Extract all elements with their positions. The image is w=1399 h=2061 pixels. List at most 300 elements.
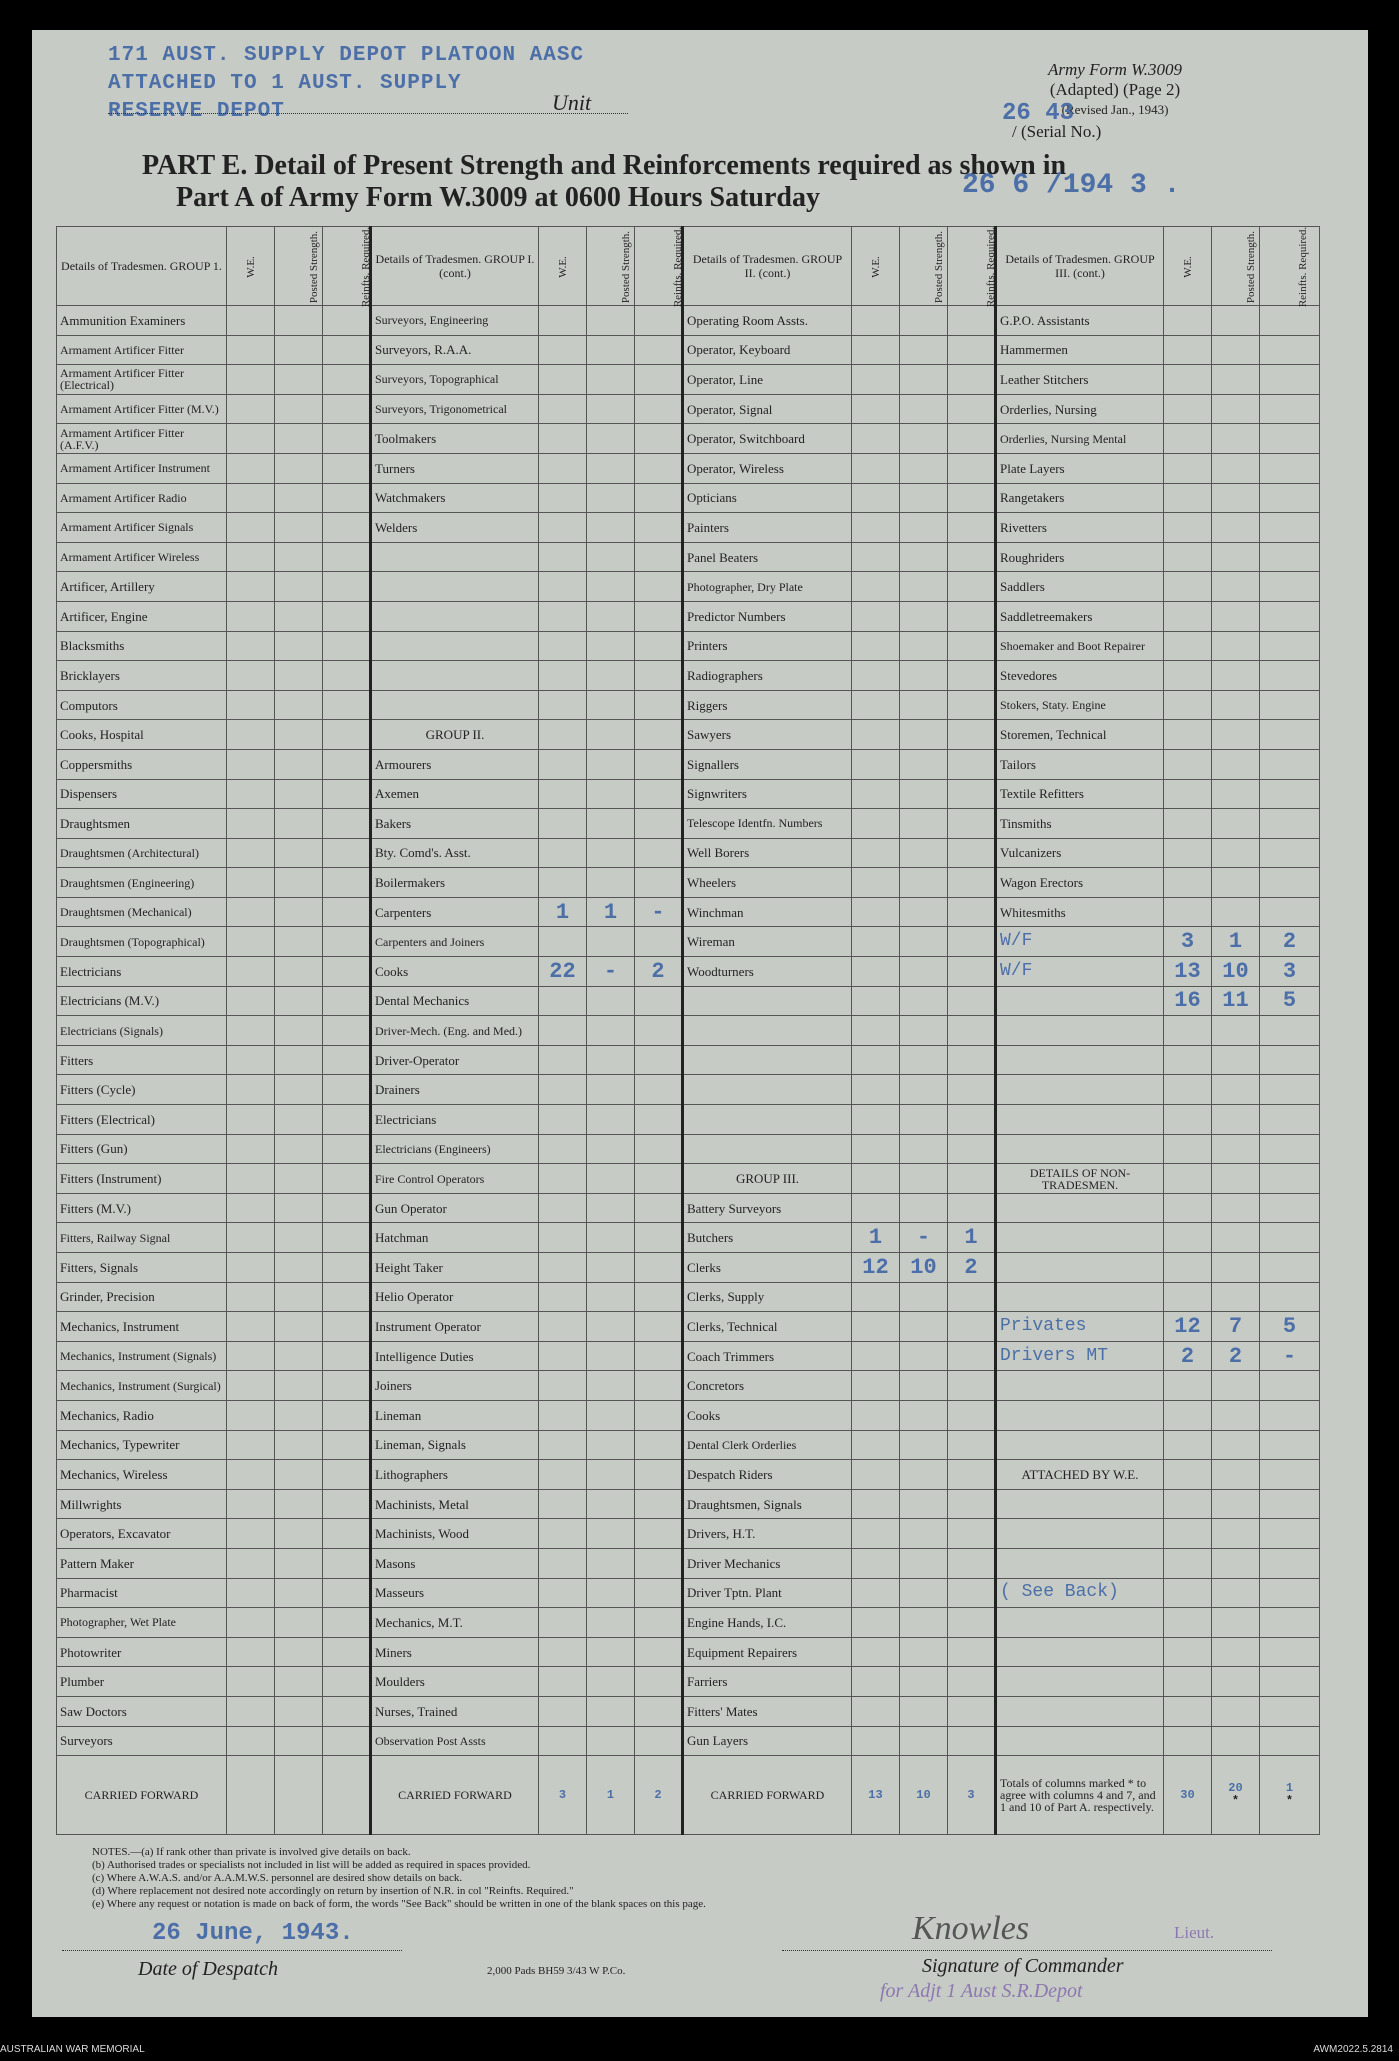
we-cell bbox=[227, 572, 275, 602]
table-row bbox=[57, 335, 1320, 365]
cf-g3-posted: 20 * bbox=[1212, 1756, 1260, 1835]
reinfts-cell bbox=[1260, 1075, 1320, 1105]
unit-line-3: RESERVE DEPOT bbox=[108, 100, 285, 123]
posted-cell bbox=[275, 513, 323, 543]
posted-cell bbox=[1212, 779, 1260, 809]
posted-cell bbox=[275, 1667, 323, 1697]
trade-name: Photographer, Wet Plate bbox=[57, 1608, 227, 1638]
reinfts-cell bbox=[1260, 542, 1320, 572]
we-cell: 3 bbox=[1164, 927, 1212, 957]
posted-cell bbox=[900, 1489, 948, 1519]
trade-name: Artificer, Artillery bbox=[57, 572, 227, 602]
header-reinfts: Reinfts. Required. bbox=[635, 227, 683, 306]
reinfts-cell bbox=[1260, 1637, 1320, 1667]
we-cell bbox=[227, 394, 275, 424]
we-cell bbox=[227, 749, 275, 779]
trade-name: Electricians bbox=[371, 1105, 539, 1135]
reinfts-cell: - bbox=[635, 897, 683, 927]
reinfts-cell bbox=[948, 483, 996, 513]
trade-name: Fitters, Signals bbox=[57, 1253, 227, 1283]
posted-cell bbox=[900, 1045, 948, 1075]
reinfts-cell bbox=[323, 1696, 371, 1726]
posted-cell bbox=[275, 661, 323, 691]
we-cell: 2 bbox=[1164, 1341, 1212, 1371]
reinfts-cell bbox=[948, 306, 996, 336]
posted-cell bbox=[587, 1460, 635, 1490]
reinfts-cell bbox=[635, 1460, 683, 1490]
we-cell bbox=[539, 1489, 587, 1519]
trade-name: Instrument Operator bbox=[371, 1312, 539, 1342]
reinfts-cell bbox=[635, 690, 683, 720]
posted-cell bbox=[275, 1164, 323, 1194]
posted-cell bbox=[275, 1282, 323, 1312]
we-cell bbox=[227, 690, 275, 720]
we-cell bbox=[227, 1282, 275, 1312]
we-cell bbox=[1164, 542, 1212, 572]
reinfts-cell bbox=[948, 661, 996, 691]
we-cell bbox=[1164, 809, 1212, 839]
reinfts-cell bbox=[1260, 1193, 1320, 1223]
reinfts-cell bbox=[1260, 394, 1320, 424]
posted-cell bbox=[275, 897, 323, 927]
reinfts-cell bbox=[635, 1608, 683, 1638]
reinfts-cell bbox=[635, 1223, 683, 1253]
trade-name: Driver Tptn. Plant bbox=[683, 1578, 852, 1608]
trade-name: Drainers bbox=[371, 1075, 539, 1105]
reinfts-cell bbox=[948, 779, 996, 809]
trade-name: Carpenters and Joiners bbox=[371, 927, 539, 957]
trade-name: Masons bbox=[371, 1548, 539, 1578]
reinfts-cell bbox=[948, 1312, 996, 1342]
posted-cell bbox=[900, 601, 948, 631]
we-cell bbox=[852, 1134, 900, 1164]
trade-name: Gun Operator bbox=[371, 1193, 539, 1223]
we-cell bbox=[1164, 1016, 1212, 1046]
trade-name: Radiographers bbox=[683, 661, 852, 691]
posted-cell bbox=[275, 1430, 323, 1460]
reinfts-cell bbox=[1260, 631, 1320, 661]
we-cell bbox=[227, 1430, 275, 1460]
we-cell bbox=[852, 365, 900, 395]
title-line-2: Part A of Army Form W.3009 at 0600 Hours Saturday bbox=[176, 182, 820, 213]
posted-cell bbox=[275, 572, 323, 602]
we-cell: 22 bbox=[539, 957, 587, 987]
reinfts-cell bbox=[323, 868, 371, 898]
trade-name: Computors bbox=[57, 690, 227, 720]
reinfts-cell bbox=[948, 394, 996, 424]
we-cell bbox=[539, 1371, 587, 1401]
posted-cell bbox=[1212, 1696, 1260, 1726]
posted-cell bbox=[1212, 868, 1260, 898]
we-cell bbox=[539, 1667, 587, 1697]
reinfts-cell: - bbox=[1260, 1341, 1320, 1371]
posted-cell bbox=[1212, 1253, 1260, 1283]
reinfts-cell bbox=[323, 1667, 371, 1697]
cf-cell bbox=[275, 1756, 323, 1835]
table-row bbox=[57, 838, 1320, 868]
trade-name: Painters bbox=[683, 513, 852, 543]
we-cell bbox=[1164, 1223, 1212, 1253]
trade-name: Woodturners bbox=[683, 957, 852, 987]
table-row bbox=[57, 513, 1320, 543]
reinfts-cell bbox=[1260, 1489, 1320, 1519]
reinfts-cell bbox=[1260, 1253, 1320, 1283]
posted-cell bbox=[275, 1045, 323, 1075]
trade-name: Surveyors bbox=[57, 1726, 227, 1756]
trade-name: Operator, Keyboard bbox=[683, 335, 852, 365]
reinfts-cell bbox=[1260, 572, 1320, 602]
reinfts-cell bbox=[635, 631, 683, 661]
we-cell bbox=[227, 1608, 275, 1638]
posted-cell bbox=[587, 1341, 635, 1371]
cf-g1-reinfts: 2 bbox=[635, 1756, 683, 1835]
we-cell bbox=[539, 1075, 587, 1105]
trade-name bbox=[683, 1134, 852, 1164]
trade-name bbox=[371, 690, 539, 720]
posted-cell bbox=[275, 453, 323, 483]
table-row bbox=[57, 1489, 1320, 1519]
table-row bbox=[57, 1045, 1320, 1075]
posted-cell bbox=[275, 394, 323, 424]
we-cell bbox=[539, 1608, 587, 1638]
carried-forward-label: CARRIED FORWARD bbox=[57, 1756, 227, 1835]
posted-cell bbox=[275, 720, 323, 750]
posted-cell bbox=[1212, 1282, 1260, 1312]
posted-cell bbox=[275, 424, 323, 454]
posted-cell bbox=[587, 838, 635, 868]
trade-name: Coach Trimmers bbox=[683, 1341, 852, 1371]
trade-name bbox=[996, 1371, 1164, 1401]
posted-cell bbox=[275, 306, 323, 336]
trade-name: Mechanics, Typewriter bbox=[57, 1430, 227, 1460]
trade-name: Fitters bbox=[57, 1045, 227, 1075]
trade-name: Cooks, Hospital bbox=[57, 720, 227, 750]
caption-left: AUSTRALIAN WAR MEMORIAL bbox=[0, 2044, 145, 2055]
posted-cell bbox=[275, 838, 323, 868]
trade-name: Fitters (M.V.) bbox=[57, 1193, 227, 1223]
form-name: Army Form W.3009 bbox=[1048, 60, 1182, 79]
trade-name: Cooks bbox=[371, 957, 539, 987]
we-cell bbox=[852, 394, 900, 424]
trade-name bbox=[996, 1134, 1164, 1164]
we-cell bbox=[539, 1016, 587, 1046]
reinfts-cell bbox=[948, 1489, 996, 1519]
trade-name: Opticians bbox=[683, 483, 852, 513]
trade-name: Machinists, Wood bbox=[371, 1519, 539, 1549]
posted-cell bbox=[900, 1548, 948, 1578]
table-row bbox=[57, 394, 1320, 424]
header-group1-cont: Details of Tradesmen. GROUP I. (cont.) bbox=[371, 227, 539, 306]
we-cell bbox=[1164, 335, 1212, 365]
posted-cell bbox=[275, 1253, 323, 1283]
posted-cell bbox=[900, 631, 948, 661]
we-cell bbox=[852, 1489, 900, 1519]
we-cell bbox=[852, 1016, 900, 1046]
trade-name: Ammunition Examiners bbox=[57, 306, 227, 336]
we-cell bbox=[852, 1282, 900, 1312]
posted-cell: 10 bbox=[900, 1253, 948, 1283]
we-cell bbox=[227, 1253, 275, 1283]
we-cell bbox=[227, 720, 275, 750]
we-cell bbox=[852, 1519, 900, 1549]
reinfts-cell: 5 bbox=[1260, 1312, 1320, 1342]
posted-cell bbox=[1212, 1578, 1260, 1608]
we-cell bbox=[852, 749, 900, 779]
we-cell bbox=[852, 1371, 900, 1401]
we-cell bbox=[227, 838, 275, 868]
trade-name bbox=[996, 1489, 1164, 1519]
posted-cell bbox=[587, 809, 635, 839]
trade-name: Butchers bbox=[683, 1223, 852, 1253]
cf-g2-reinfts: 3 bbox=[948, 1756, 996, 1835]
we-cell bbox=[227, 453, 275, 483]
posted-cell bbox=[1212, 1637, 1260, 1667]
posted-cell bbox=[1212, 513, 1260, 543]
reinfts-cell bbox=[1260, 1696, 1320, 1726]
we-cell bbox=[227, 542, 275, 572]
reinfts-cell bbox=[948, 1075, 996, 1105]
trade-name: Draughtsmen bbox=[57, 809, 227, 839]
trade-name: Moulders bbox=[371, 1667, 539, 1697]
trade-name: Vulcanizers bbox=[996, 838, 1164, 868]
we-cell bbox=[852, 1164, 900, 1194]
reinfts-cell bbox=[1260, 809, 1320, 839]
table-row bbox=[57, 1519, 1320, 1549]
trade-name: Fitters (Gun) bbox=[57, 1134, 227, 1164]
trade-name bbox=[996, 1667, 1164, 1697]
posted-cell bbox=[900, 1075, 948, 1105]
we-cell bbox=[1164, 424, 1212, 454]
trade-name: Machinists, Metal bbox=[371, 1489, 539, 1519]
reinfts-cell bbox=[323, 957, 371, 987]
posted-cell bbox=[587, 749, 635, 779]
we-cell bbox=[1164, 779, 1212, 809]
reinfts-cell bbox=[635, 335, 683, 365]
trade-name: Gun Layers bbox=[683, 1726, 852, 1756]
we-cell bbox=[227, 1667, 275, 1697]
posted-cell bbox=[275, 1371, 323, 1401]
reinfts-cell bbox=[323, 1016, 371, 1046]
table-row bbox=[57, 1193, 1320, 1223]
posted-cell bbox=[1212, 1519, 1260, 1549]
table-row bbox=[57, 453, 1320, 483]
carried-forward-label: CARRIED FORWARD bbox=[371, 1756, 539, 1835]
reinfts-cell bbox=[635, 453, 683, 483]
reinfts-cell bbox=[635, 838, 683, 868]
we-cell bbox=[539, 1430, 587, 1460]
posted-cell bbox=[587, 720, 635, 750]
posted-cell bbox=[587, 483, 635, 513]
we-cell bbox=[539, 838, 587, 868]
posted-cell bbox=[900, 394, 948, 424]
reinfts-cell bbox=[323, 453, 371, 483]
reinfts-cell bbox=[323, 306, 371, 336]
we-cell bbox=[1164, 1075, 1212, 1105]
posted-cell bbox=[587, 868, 635, 898]
posted-cell bbox=[900, 1193, 948, 1223]
trade-name: Photowriter bbox=[57, 1637, 227, 1667]
trade-name: Signallers bbox=[683, 749, 852, 779]
reinfts-cell bbox=[323, 1430, 371, 1460]
we-cell bbox=[227, 631, 275, 661]
reinfts-cell bbox=[948, 1726, 996, 1756]
reinfts-cell bbox=[323, 1312, 371, 1342]
reinfts-cell bbox=[323, 809, 371, 839]
trade-name: Wagon Erectors bbox=[996, 868, 1164, 898]
we-cell bbox=[852, 986, 900, 1016]
we-cell bbox=[1164, 661, 1212, 691]
reinfts-cell bbox=[948, 1164, 996, 1194]
header-reinfts: Reinfts. Required. bbox=[323, 227, 371, 306]
reinfts-cell bbox=[948, 1105, 996, 1135]
we-cell: 1 bbox=[539, 897, 587, 927]
title-line-1: PART E. Detail of Present Strength and Reinforcements required as shown in bbox=[142, 150, 1067, 181]
we-cell bbox=[539, 1223, 587, 1253]
trade-name bbox=[371, 601, 539, 631]
we-cell bbox=[539, 513, 587, 543]
tradesmen-table bbox=[56, 226, 1320, 1835]
we-cell bbox=[539, 868, 587, 898]
header-reinfts: Reinfts. Required. bbox=[948, 227, 996, 306]
trade-name: Stevedores bbox=[996, 661, 1164, 691]
trade-name: Rivetters bbox=[996, 513, 1164, 543]
trade-name: Hammermen bbox=[996, 335, 1164, 365]
table-row bbox=[57, 1696, 1320, 1726]
table-row bbox=[57, 661, 1320, 691]
unit-line-2: ATTACHED TO 1 AUST. SUPPLY bbox=[108, 72, 462, 95]
trade-name: Draughtsmen (Topographical) bbox=[57, 927, 227, 957]
trade-name bbox=[996, 1696, 1164, 1726]
reinfts-cell bbox=[1260, 1105, 1320, 1135]
notes bbox=[92, 1846, 706, 1911]
reinfts-cell bbox=[948, 1519, 996, 1549]
we-cell bbox=[852, 1341, 900, 1371]
posted-cell bbox=[900, 1282, 948, 1312]
we-cell bbox=[852, 690, 900, 720]
we-cell bbox=[852, 1637, 900, 1667]
we-cell bbox=[1164, 897, 1212, 927]
trade-name bbox=[371, 542, 539, 572]
trade-name: Fitters (Instrument) bbox=[57, 1164, 227, 1194]
reinfts-cell bbox=[635, 779, 683, 809]
we-cell bbox=[1164, 1548, 1212, 1578]
reinfts-cell bbox=[948, 424, 996, 454]
trade-name: Mechanics, M.T. bbox=[371, 1608, 539, 1638]
we-cell bbox=[1164, 1667, 1212, 1697]
reinfts-cell bbox=[323, 1548, 371, 1578]
we-cell bbox=[539, 1253, 587, 1283]
table-row bbox=[57, 424, 1320, 454]
we-cell bbox=[227, 661, 275, 691]
posted-cell bbox=[1212, 1430, 1260, 1460]
we-cell bbox=[1164, 513, 1212, 543]
reinfts-cell bbox=[323, 1075, 371, 1105]
reinfts-cell bbox=[1260, 424, 1320, 454]
reinfts-cell bbox=[635, 483, 683, 513]
posted-cell bbox=[1212, 1134, 1260, 1164]
reinfts-cell bbox=[1260, 1548, 1320, 1578]
we-cell bbox=[539, 1312, 587, 1342]
posted-cell bbox=[1212, 394, 1260, 424]
posted-cell bbox=[587, 306, 635, 336]
trade-name: Whitesmiths bbox=[996, 897, 1164, 927]
trade-name: Driver-Operator bbox=[371, 1045, 539, 1075]
we-cell bbox=[1164, 1253, 1212, 1283]
reinfts-cell bbox=[948, 809, 996, 839]
we-cell bbox=[852, 779, 900, 809]
reinfts-cell bbox=[1260, 365, 1320, 395]
reinfts-cell bbox=[635, 661, 683, 691]
note-e: (e) Where any request or notation is made on back of form, the words "See Back" should be written in one of the blank spaces on this page. bbox=[92, 1898, 706, 1910]
posted-cell bbox=[900, 1105, 948, 1135]
trade-name: Lineman, Signals bbox=[371, 1430, 539, 1460]
trade-name: Clerks, Supply bbox=[683, 1282, 852, 1312]
cf-g3-we: 30 bbox=[1164, 1756, 1212, 1835]
reinfts-cell bbox=[1260, 779, 1320, 809]
posted-cell bbox=[587, 572, 635, 602]
reinfts-cell bbox=[635, 306, 683, 336]
reinfts-cell bbox=[1260, 306, 1320, 336]
table-row bbox=[57, 572, 1320, 602]
reinfts-cell bbox=[323, 1164, 371, 1194]
trade-name: Pharmacist bbox=[57, 1578, 227, 1608]
trade-name: Wireman bbox=[683, 927, 852, 957]
posted-cell bbox=[275, 335, 323, 365]
table-row bbox=[57, 1253, 1320, 1283]
trade-name bbox=[996, 1223, 1164, 1253]
we-cell bbox=[1164, 1045, 1212, 1075]
we-cell bbox=[539, 1105, 587, 1135]
reinfts-cell bbox=[948, 1016, 996, 1046]
trade-name bbox=[683, 1105, 852, 1135]
reinfts-cell bbox=[323, 601, 371, 631]
reinfts-cell bbox=[1260, 1134, 1320, 1164]
table-row bbox=[57, 1578, 1320, 1608]
table-row bbox=[57, 986, 1320, 1016]
we-cell bbox=[539, 1134, 587, 1164]
table-row bbox=[57, 779, 1320, 809]
posted-cell bbox=[900, 1371, 948, 1401]
reinfts-cell bbox=[948, 1371, 996, 1401]
we-cell bbox=[1164, 1430, 1212, 1460]
header-posted: Posted Strength. bbox=[1212, 227, 1260, 306]
reinfts-cell bbox=[635, 749, 683, 779]
posted-cell bbox=[587, 1164, 635, 1194]
reinfts-cell bbox=[948, 1400, 996, 1430]
trade-name: Draughtsmen (Engineering) bbox=[57, 868, 227, 898]
posted-cell bbox=[900, 1016, 948, 1046]
reinfts-cell bbox=[1260, 1608, 1320, 1638]
reinfts-cell bbox=[635, 1371, 683, 1401]
reinfts-cell bbox=[635, 1430, 683, 1460]
trade-name: Orderlies, Nursing bbox=[996, 394, 1164, 424]
posted-cell bbox=[587, 1548, 635, 1578]
trade-name: ( See Back) bbox=[996, 1578, 1164, 1608]
we-cell bbox=[539, 1578, 587, 1608]
trade-name bbox=[996, 1637, 1164, 1667]
reinfts-cell bbox=[323, 720, 371, 750]
trade-name: Lineman bbox=[371, 1400, 539, 1430]
posted-cell bbox=[275, 1193, 323, 1223]
reinfts-cell bbox=[323, 749, 371, 779]
trade-name: Shoemaker and Boot Repairer bbox=[996, 631, 1164, 661]
reinfts-cell bbox=[635, 720, 683, 750]
we-cell bbox=[852, 897, 900, 927]
header-we: W.E. bbox=[1164, 227, 1212, 306]
note-b: (b) Authorised trades or specialists not included in list will be added as required in spaces provided. bbox=[92, 1859, 531, 1871]
posted-cell bbox=[275, 1489, 323, 1519]
reinfts-cell bbox=[635, 424, 683, 454]
